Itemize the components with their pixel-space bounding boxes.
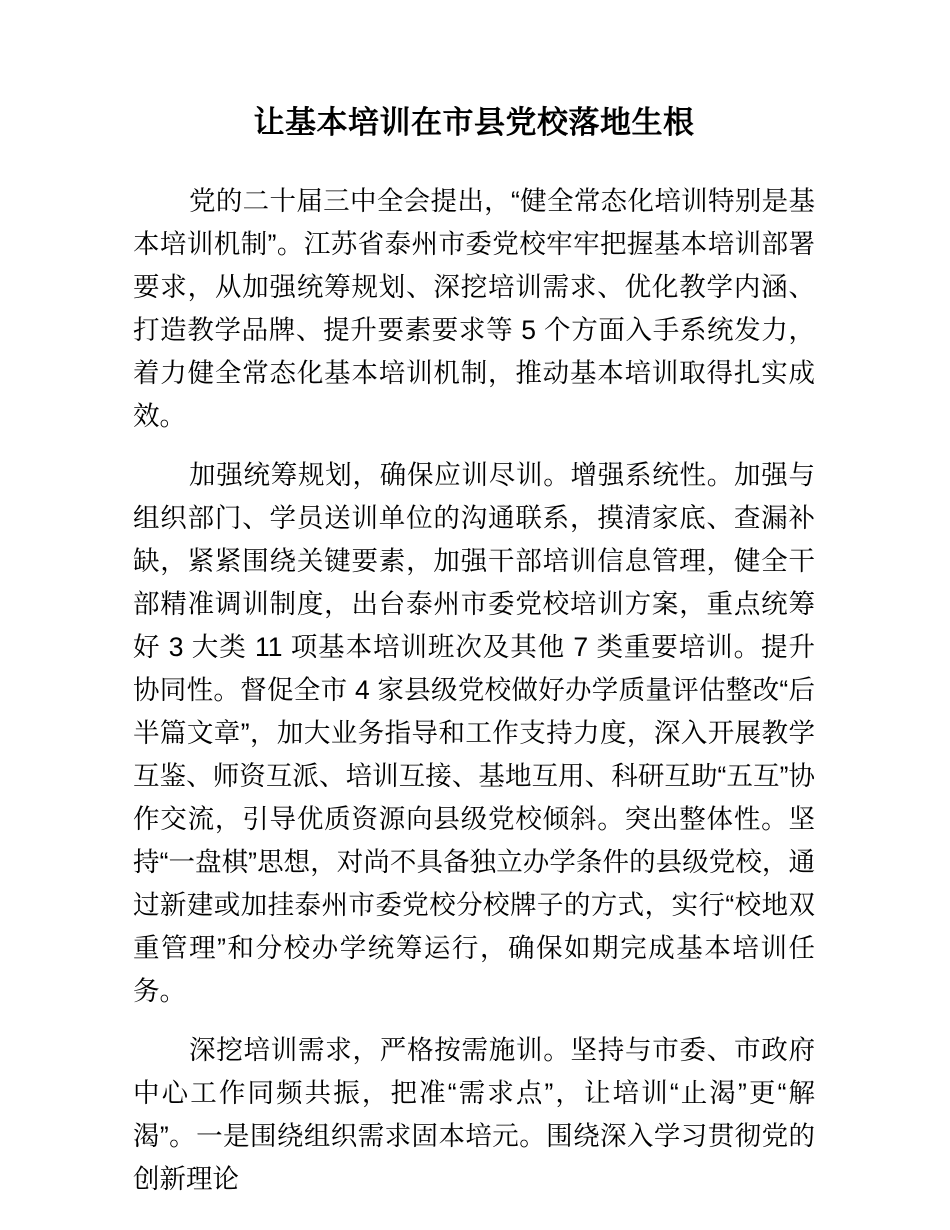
- page-title: 让基本培训在市县党校落地生根: [253, 105, 695, 140]
- paragraph-3: 深挖培训需求，严格按需施训。坚持与市委、市政府中心工作同频共振，把准“需求点”，让培训“止渴”更“解渴”。一是围绕组织需求固本培元。围绕深入学习贯彻党的创新理论: [133, 1035, 815, 1194]
- paragraph-spacer: [133, 1013, 815, 1029]
- document-body: [133, 0, 815, 1201]
- paragraph-spacer: [133, 438, 815, 454]
- paragraph-1: 党的二十届三中全会提出，“健全常态化培训特别是基本培训机制”。江苏省泰州市委党校牢牢把握基本培训部署要求，从加强统筹规划、深挖培训需求、优化教学内涵、打造教学品牌、提升要素要求等 5 个方面入手系统发力，着力健全常态化基本培训机制，推动基本培训取得扎实成效。: [133, 186, 815, 431]
- paragraph-2: 加强统筹规划，确保应训尽训。增强系统性。加强与组织部门、学员送训单位的沟通联系，摸清家底、查漏补缺，紧紧围绕关键要素，加强干部培训信息管理，健全干部精准调训制度，出台泰州市委党校培训方案，重点统筹好 3 大类 11 项基本培训班次及其他 7 类重要培训。提升协同性。督促全市 4 家县级党校做好办学质量评估整改“后半篇文章”，加大业务指导和工作支持力度，深入开展教学互鉴、师资互派、培训互接、基地互用、科研互助“五互”协作交流，引导优质资源向县级党校倾斜。突出整体性。坚持“一盘棋”思想，对尚不具备独立办学条件的县级党校，通过新建或加挂泰州市委党校分校牌子的方式，实行“校地双重管理”和分校办学统筹运行，确保如期完成基本培训任务。: [133, 460, 815, 1006]
